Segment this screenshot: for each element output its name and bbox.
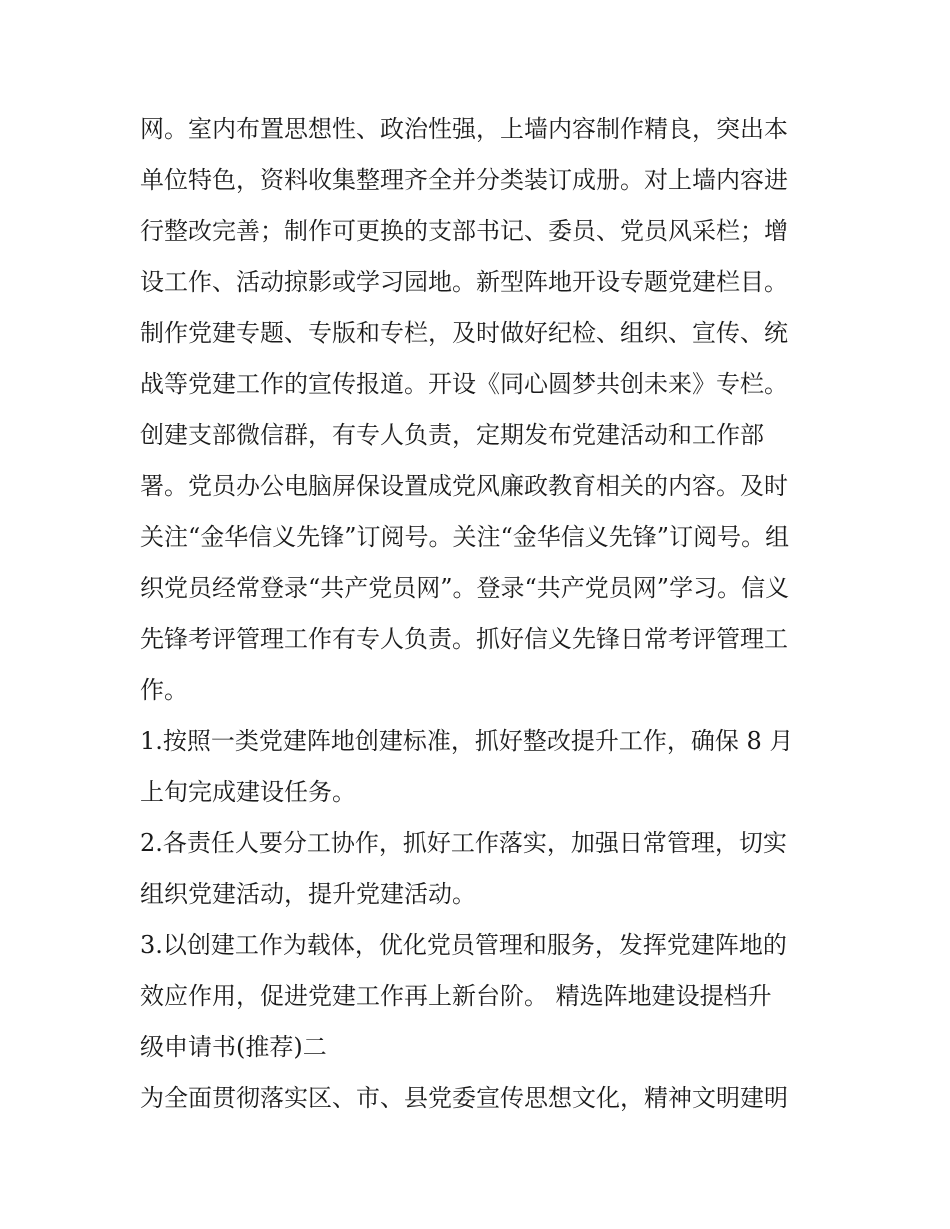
text-line: 织党员经常登录“共产党员网”。登录“共产党员网”学习。信义 [140,574,790,602]
text-line: 关注“金华信义先锋”订阅号。关注“金华信义先锋”订阅号。组 [140,523,790,551]
document-body [140,104,830,1124]
text-line: 作。 [140,676,188,704]
list-item-2-line-2: 组织党建活动，提升党建活动。 [140,880,476,908]
text-line: 创建支部微信群，有专人负责，定期发布党建活动和工作部 [140,421,764,449]
list-item-3-line-2: 效应作用，促进党建工作再上新台阶。 精选阵地建设提档升 [140,982,772,1010]
list-item-2-line-1: 2.各责任人要分工协作，抓好工作落实，加强日常管理，切实 [140,829,787,857]
text-line: 战等党建工作的宣传报道。开设《同心圆梦共创未来》专栏。 [140,370,788,398]
text-line: 网。室内布置思想性、政治性强，上墙内容制作精良，突出本 [140,115,788,143]
text-line: 制作党建专题、专版和专栏，及时做好纪检、组织、宣传、统 [140,319,788,347]
list-item-1-line-2: 上旬完成建设任务。 [140,778,356,806]
section-heading-line: 级申请书(推荐)二 [140,1033,327,1061]
text-line: 署。党员办公电脑屏保设置成党风廉政教育相关的内容。及时 [140,472,788,500]
text-line: 行整改完善；制作可更换的支部书记、委员、党员风采栏；增 [140,217,788,245]
list-item-1-line-1: 1.按照一类党建阵地创建标准，抓好整改提升工作，确保 8 月 [140,727,794,755]
text-line: 单位特色，资料收集整理齐全并分类装订成册。对上墙内容进 [140,166,788,194]
text-line: 设工作、活动掠影或学习园地。新型阵地开设专题党建栏目。 [140,268,788,296]
text-line: 为全面贯彻落实区、市、县党委宣传思想文化，精神文明建明 [140,1084,788,1112]
list-item-3-line-1: 3.以创建工作为载体，优化党员管理和服务，发挥党建阵地的 [140,931,787,959]
text-line: 先锋考评管理工作有专人负责。抓好信义先锋日常考评管理工 [140,625,788,653]
